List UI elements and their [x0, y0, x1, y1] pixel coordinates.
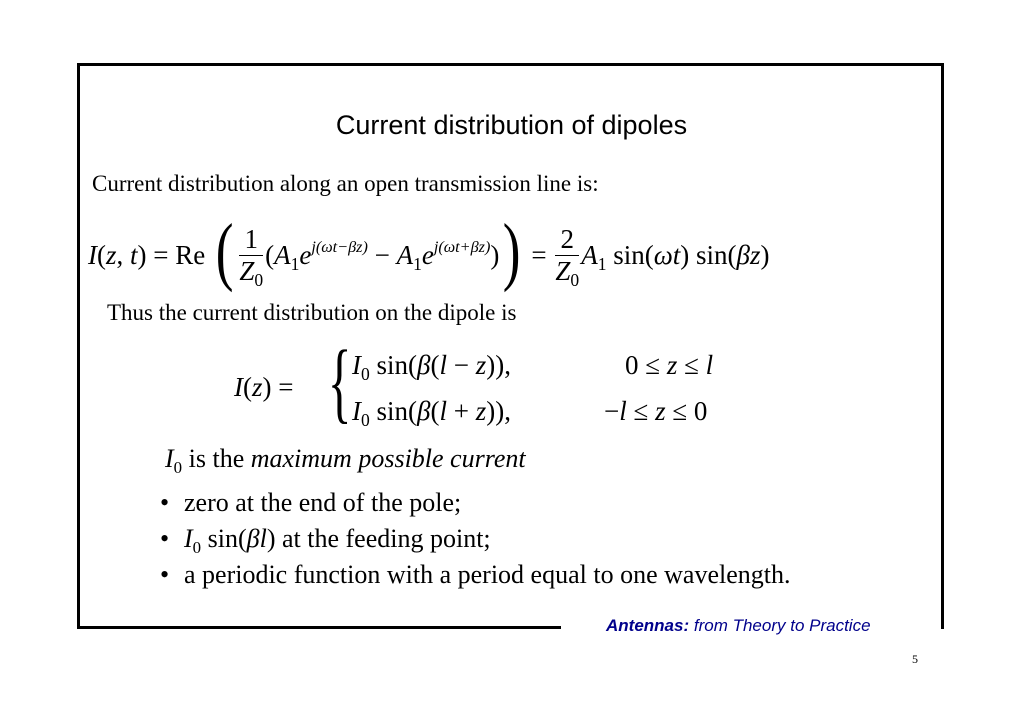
i0-description: maximum possible current: [250, 444, 526, 473]
bullet-icon: •: [160, 488, 170, 517]
bullet-icon: •: [160, 524, 170, 553]
case-negative: $I_0$ sin(β(l + z)),: [352, 396, 511, 431]
cases-brace: {: [327, 333, 352, 432]
bullet-text: a periodic function with a period equal to one wavelength.: [184, 560, 791, 589]
case-negative-range: −l ≤ z ≤ 0: [604, 396, 708, 426]
footer-credit: [606, 616, 871, 636]
list-item: [160, 558, 790, 594]
property-list: [160, 486, 790, 594]
footer-bold: Antennas:: [606, 616, 690, 635]
case-positive-range: 0 ≤ z ≤ l: [625, 350, 714, 380]
transmission-line-equation: I(z, t) = Re ( $\frac{1}{Z_0}$ $(A_1e^{j(\omega t-\beta z)} - A_1e^{j(\omega t+\beta z)})$) = $\frac{2}{Z_0}$ $A_1$ sin(ωt) sin(βz): [88, 209, 770, 293]
footer-rest: from Theory to Practice: [693, 616, 871, 635]
list-item: • $I_0$ sin(βl) at the feeding point;: [160, 524, 491, 557]
dipole-equation-lhs: I(z) =: [234, 372, 294, 402]
list-item: [160, 486, 790, 522]
i0-prefix: is the: [188, 444, 245, 473]
bullet-text: at the feeding point;: [281, 524, 491, 553]
slide-title: Current distribution of dipoles: [335, 110, 688, 140]
case-positive: $I_0$ sin(β(l − z)),: [352, 350, 511, 385]
bottom-rule: [77, 626, 561, 629]
bullet-text: zero at the end of the pole;: [184, 488, 462, 517]
bullet-icon: •: [160, 560, 170, 589]
right-rule: [941, 610, 944, 629]
intro-text: Current distribution along an open transmission line is:: [92, 171, 599, 196]
i0-definition: $I_0$ is the maximum possible current: [165, 444, 526, 477]
page-number: 5: [912, 652, 918, 666]
thus-text: Thus the current distribution on the dipole is: [107, 300, 517, 325]
